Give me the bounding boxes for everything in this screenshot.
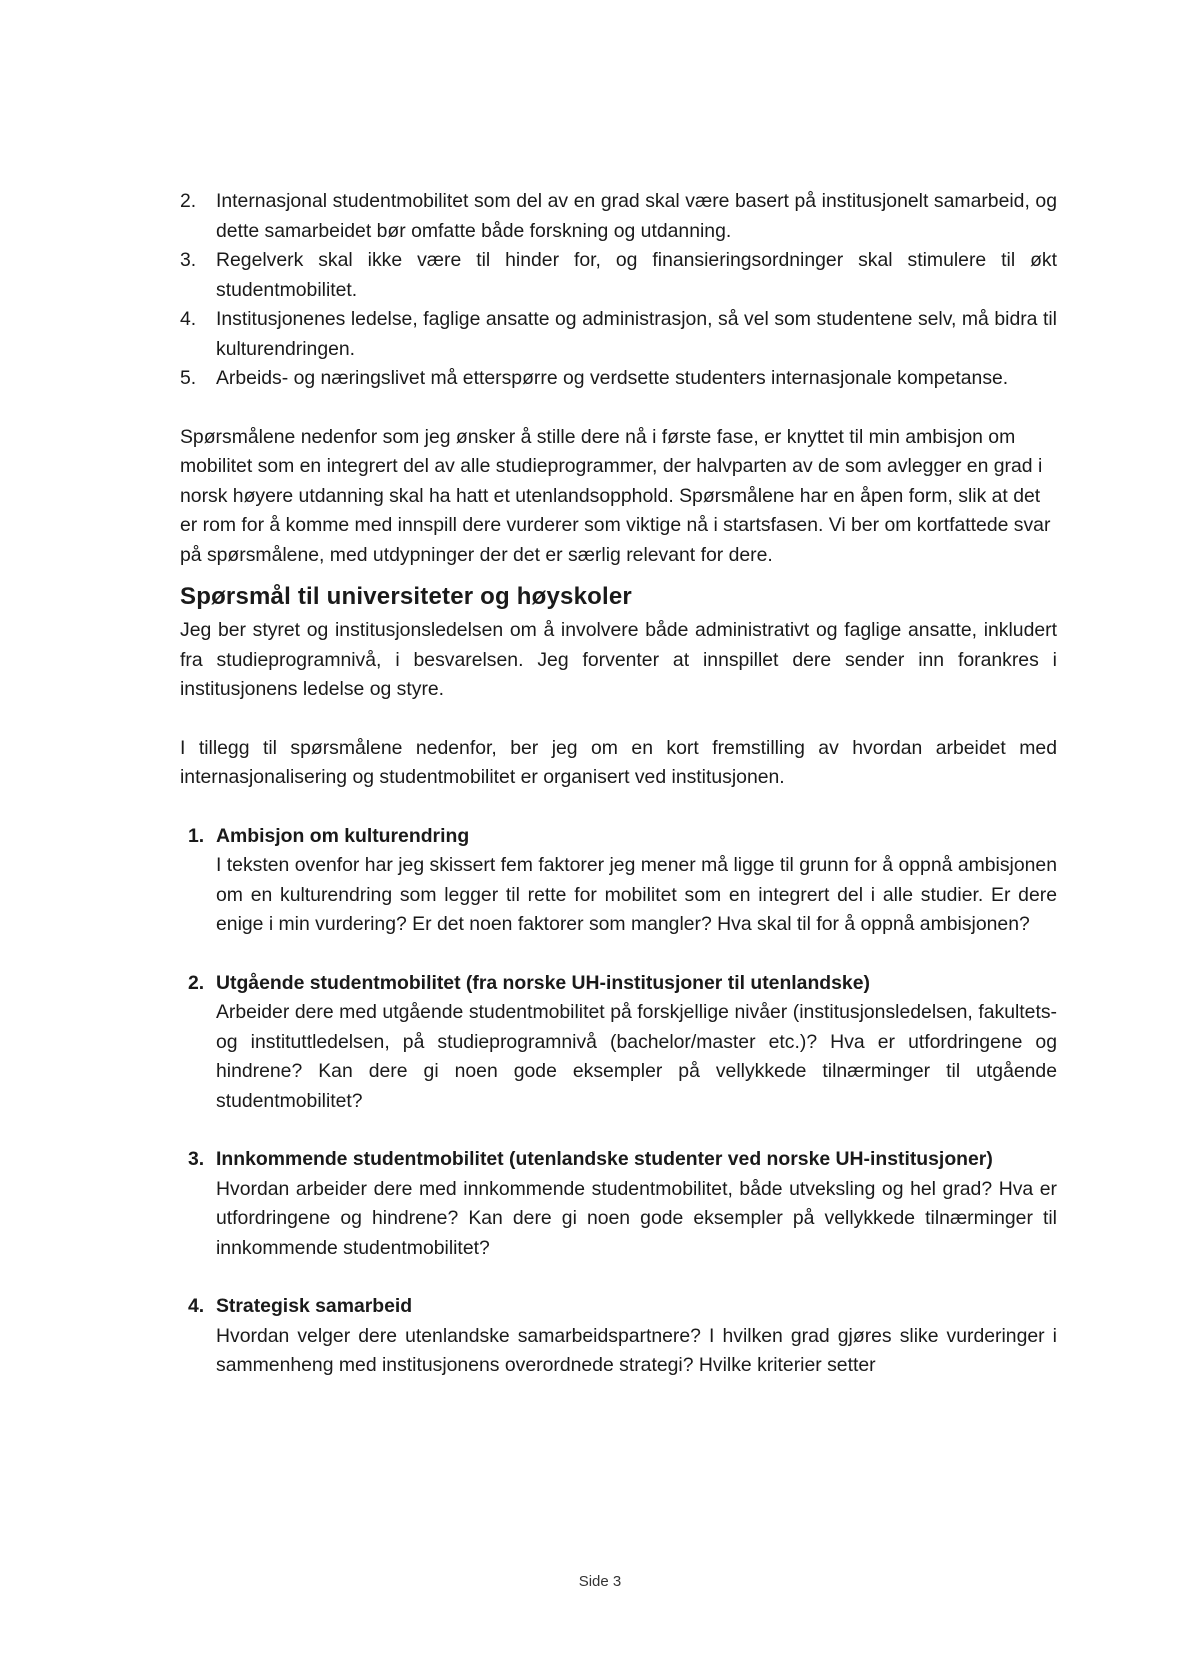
question-title: Ambisjon om kulturendring [216,824,470,847]
section-paragraph-1: Jeg ber styret og institusjonsledelsen om å involvere både administrativt og faglige ansatte, inkludert fra studieprogramnivå, i besvarelsen. Jeg forventer at innspillet dere sender inn forankres i institusjonens ledelse og styre. [180,619,1057,700]
question-body: Arbeider dere med utgående studentmobilitet på forskjellige nivåer (institusjonsledelsen, fakultets- og instituttledelsen, på studieprogramnivå (bachelor/master etc.)? Hva er utfordringene og hindrene? Kan dere gi noen gode eksempler på vellykkede tilnærminger til utgående studentmobilitet? [216,1001,1057,1112]
factor-text: Regelverk skal ikke være til hinder for, og finansieringsordninger skal stimulere til økt studentmobilitet. [216,249,1057,301]
question-item [180,969,1057,1117]
factor-text: Internasjonal studentmobilitet som del av en grad skal være basert på institusjonelt samarbeid, og dette samarbeidet bør omfatte både forskning og utdanning. [216,190,1057,242]
question-title: Utgående studentmobilitet (fra norske UH-institusjoner til utenlandske) [216,971,870,994]
factor-number: 3. [180,249,197,271]
page-number: Side 3 [578,1573,622,1590]
question-number: 1. [188,824,205,847]
question-body: I teksten ovenfor har jeg skissert fem faktorer jeg mener må ligge til grunn for å oppnå ambisjonen om en kulturendring som legger til rette for mobilitet som en integrert del i alle studier. Er dere enige i min vurdering? Er det noen faktorer som mangler? Hva skal til for å oppnå ambisjonen? [216,854,1057,935]
spacer [180,394,1057,423]
factor-item [180,246,1057,305]
question-body: Hvordan velger dere utenlandske samarbeidspartnere? I hvilken grad gjøres slike vurderinger i sammenheng med institusjonens overordnede strategi? Hvilke kriterier setter [216,1324,1057,1376]
question-title: Innkommende studentmobilitet (utenlandske studenter ved norske UH-institusjoner) [216,1148,993,1170]
question-title: Strategisk samarbeid [216,1295,413,1317]
spacer [180,705,1057,734]
question-body: Hvordan arbeider dere med innkommende studentmobilitet, både utveksling og hel grad? Hva er utfordringene og hindrene? Kan dere gi noen gode eksempler på vellykkede tilnærminger til innkommende studentmobilitet? [216,1177,1057,1259]
page-content [180,187,1057,1381]
factor-text: Arbeids- og næringslivet må etterspørre og verdsette studenters internasjonale kompetanse. [216,367,1009,389]
section-paragraph-2: I tillegg til spørsmålene nedenfor, ber jeg om en kort fremstilling av hvordan arbeidet med internasjonalisering og studentmobilitet er organisert ved institusjonen. [180,736,1057,788]
factor-text: Institusjonenes ledelse, faglige ansatte og administrasjon, så vel som studentene selv, må bidra til kulturendringen. [216,308,1057,360]
factor-number: 2. [180,190,197,212]
question-number: 2. [188,971,205,994]
factor-list [180,187,1057,394]
factor-number: 5. [180,367,197,389]
question-item [180,1145,1057,1263]
factor-item [180,305,1057,364]
question-item [180,822,1057,940]
question-number: 4. [188,1295,205,1317]
section-heading: Spørsmål til universiteter og høyskoler [180,583,632,610]
question-number: 3. [188,1148,205,1170]
factor-item [180,187,1057,246]
intro-paragraph: Spørsmålene nedenfor som jeg ønsker å stille dere nå i første fase, er knyttet til min ambisjon om mobilitet som en integrert del av alle studieprogrammer, der halvparten av de som avlegger en grad i norsk høyere utdanning skal ha hatt et utenlandsopphold. Spørsmålene har en åpen form, slik at det er rom for å komme med innspill dere vurderer som viktige nå i startsfasen. Vi ber om kortfattede svar på spørsmålene, med utdypninger der det er særlig relevant for dere. [180,425,1051,566]
question-item [180,1292,1057,1381]
factor-number: 4. [180,308,197,330]
factor-item [180,364,1057,394]
